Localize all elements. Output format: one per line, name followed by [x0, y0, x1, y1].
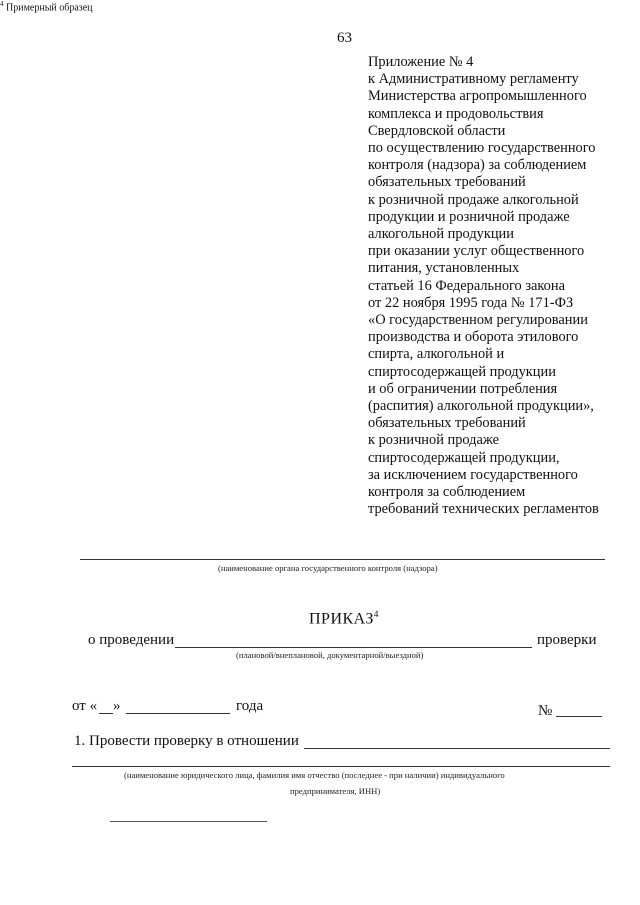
appendix-line: обязательных требований	[368, 415, 526, 432]
date-suffix: года	[236, 698, 264, 714]
subject-name-field[interactable]	[304, 748, 610, 749]
footnote	[0, 0, 640, 13]
date-month-field[interactable]	[126, 713, 230, 714]
page-number: 63	[337, 30, 352, 46]
appendix-line: Министерства агропромышленного	[368, 88, 587, 105]
date-mid: »	[113, 698, 121, 714]
appendix-line: при оказании услуг общественного	[368, 243, 585, 260]
appendix-line: спиртосодержащей продукции	[368, 363, 556, 380]
number-label: №	[538, 703, 553, 719]
footnote-text: Примерный образец	[6, 2, 93, 14]
order-title	[309, 609, 378, 628]
conduct-suffix: проверки	[537, 632, 597, 648]
appendix-line: к розничной продаже алкогольной	[368, 191, 579, 208]
appendix-line: и об ограничении потребления	[368, 380, 558, 397]
appendix-line: продукции и розничной продаже	[368, 208, 570, 225]
appendix-line: за исключением государственного	[368, 466, 578, 483]
appendix-line: Приложение № 4	[368, 54, 474, 70]
appendix-line: спиртосодержащей продукции,	[368, 449, 560, 466]
appendix-line: Свердловской области	[368, 122, 506, 139]
appendix-line: к Административному регламенту	[368, 71, 579, 88]
appendix-line: по осуществлению государственного	[368, 140, 596, 157]
appendix-line: статьей 16 Федерального закона	[368, 277, 565, 294]
appendix-line: (распития) алкогольной продукции»,	[368, 398, 594, 415]
subject-name-field-line2[interactable]	[72, 766, 610, 767]
inspection-type-field[interactable]	[175, 647, 532, 648]
item1-text: 1. Провести проверку в отношении	[74, 733, 299, 749]
appendix-line: алкогольной продукции	[368, 226, 514, 243]
appendix-line: питания, установленных	[368, 260, 520, 277]
authority-name-line[interactable]	[80, 559, 605, 560]
date-day-field[interactable]	[99, 713, 113, 714]
appendix-line: контроля за соблюдением	[368, 484, 526, 501]
appendix-line: контроля (надзора) за соблюдением	[368, 157, 587, 174]
date-prefix: от «	[72, 698, 98, 714]
appendix-line: обязательных требований	[368, 174, 526, 191]
appendix-line: комплекса и продовольствия	[368, 105, 544, 122]
appendix-line: от 22 ноября 1995 года № 171-ФЗ	[368, 294, 574, 311]
appendix-line: производства и оборота этилового	[368, 329, 579, 346]
appendix-line: требований технических регламентов	[368, 501, 599, 518]
conduct-prefix: о проведении	[88, 632, 175, 648]
footnote-mark: 4	[0, 0, 4, 8]
appendix-line: спирта, алкогольной и	[368, 346, 505, 363]
appendix-line: к розничной продаже	[368, 432, 500, 449]
appendix-line: «О государственном регулировании	[368, 312, 588, 329]
order-title-text: ПРИКАЗ	[309, 610, 374, 628]
subject-caption-line2: предпринимателя, ИНН)	[290, 786, 381, 796]
order-number-field[interactable]	[556, 716, 602, 717]
order-footnote-mark: 4	[373, 609, 379, 619]
appendix-header	[368, 54, 636, 518]
authority-caption: (наименование органа государственного контроля (надзора)	[218, 563, 438, 573]
inspection-type-caption: (плановой/внеплановой, документарной/выездной)	[236, 650, 424, 660]
footnote-separator	[110, 821, 267, 822]
subject-caption-line1: (наименование юридического лица, фамилия имя отчество (последнее - при наличии) индивидуального	[124, 770, 505, 780]
